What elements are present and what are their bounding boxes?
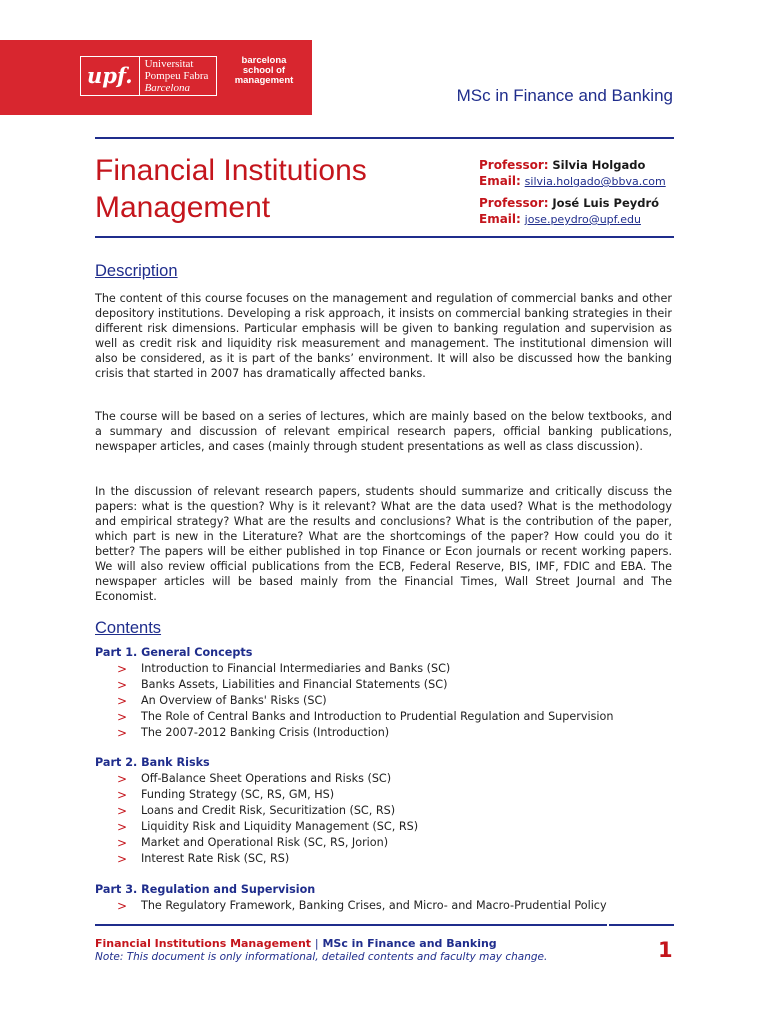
top-rule — [95, 137, 674, 139]
professor-2-email-link[interactable]: jose.peydro@upf.edu — [524, 213, 641, 226]
arrow-bullet-icon: > — [117, 662, 128, 676]
description-heading: Description — [95, 262, 178, 280]
part-1-list — [95, 661, 613, 741]
professors-block — [479, 157, 666, 228]
bsm-line-2: school of — [242, 65, 286, 76]
part-3-list — [95, 898, 607, 914]
professor-1-name: Silvia Holgado — [552, 158, 646, 172]
arrow-bullet-icon: > — [117, 836, 128, 850]
list-item: > Market and Operational Risk (SC, RS, Jorion) — [117, 836, 389, 850]
logo-line-2: Pompeu Fabra — [144, 70, 209, 82]
title-rule — [95, 236, 674, 238]
arrow-bullet-icon: > — [117, 820, 128, 834]
professor-2-email-line: Email: jose.peydro@upf.edu — [479, 212, 641, 226]
course-title-line-2: Management — [95, 191, 271, 224]
professor-1: Professor: Silvia Holgado — [479, 158, 646, 172]
arrow-bullet-icon: > — [117, 694, 128, 708]
bsm-logo — [232, 56, 296, 86]
part-2-list — [95, 771, 418, 867]
footer-program: MSc in Finance and Banking — [322, 937, 497, 950]
bsm-line-3: management — [234, 75, 294, 86]
arrow-bullet-icon: > — [117, 804, 128, 818]
list-item: > Off-Balance Sheet Operations and Risks (SC) — [117, 772, 392, 786]
part-2-title: Part 2. Bank Risks — [95, 756, 210, 769]
arrow-bullet-icon: > — [117, 726, 128, 740]
professor-1-email-line: Email: silvia.holgado@bbva.com — [479, 174, 666, 188]
part-1-title: Part 1. General Concepts — [95, 646, 253, 659]
list-item: > The 2007-2012 Banking Crisis (Introduction) — [117, 726, 390, 740]
arrow-bullet-icon: > — [117, 678, 128, 692]
list-item: > The Regulatory Framework, Banking Crises, and Micro- and Macro-Prudential Policy — [117, 899, 607, 913]
upf-logo-mark: upf. — [81, 57, 140, 95]
description-paragraph-1: The content of this course focuses on the management and regulation of commercial banks and other depository institutions. Developing a risk approach, it insists on commercial banking strategies in their different risk dimensions. Particular emphasis will be given to banking regulation and supervision as well as credit risk and liquidity risk measurement and management. The institutional dimension will also be considered, as it is part of the banks’ environment. It will also be discussed how the banking crisis that started in 2007 has dramatically affected banks. — [95, 292, 672, 380]
arrow-bullet-icon: > — [117, 899, 128, 913]
footer-course: Financial Institutions Management — [95, 937, 312, 950]
list-item: > Banks Assets, Liabilities and Financial Statements (SC) — [117, 678, 448, 692]
bsm-line-1: barcelona — [241, 55, 287, 66]
description-paragraph-3: In the discussion of relevant research papers, students should summarize and critically discuss the papers: what is the question? Why is it relevant? What are the data used? What is the methodology and empirical strategy? What are the results and conclusions? What is the contribution of the paper, which part is new in the Literature? What are the shortcomings of the paper? How could you do it better? The papers will be either published in top Finance or Econ journals or recent working papers. We will also review official publications from the ECB, Federal Reserve, BIS, IMF, FDIC and EBA. The newspaper articles will be based mainly from the Financial Times, Wall Street Journal and The Economist. — [95, 485, 672, 603]
professor-1-email-link[interactable]: silvia.holgado@bbva.com — [524, 175, 666, 188]
footer-rule-gap — [607, 924, 609, 926]
footer-rule — [95, 924, 674, 926]
part-3-title: Part 3. Regulation and Supervision — [95, 883, 316, 896]
list-item: > The Role of Central Banks and Introduction to Prudential Regulation and Supervision — [117, 710, 614, 724]
list-item: > Introduction to Financial Intermediaries and Banks (SC) — [117, 662, 451, 676]
footer-course-line: Financial Institutions Management | MSc in Finance and Banking — [95, 937, 497, 950]
logo-line-1: Universitat — [144, 58, 194, 70]
contents-heading: Contents — [95, 619, 162, 637]
list-item: > An Overview of Banks' Risks (SC) — [117, 694, 327, 708]
professor-2-name: José Luis Peydró — [552, 196, 660, 210]
upf-logo-text — [140, 58, 209, 94]
list-item: > Funding Strategy (SC, RS, GM, HS) — [117, 788, 335, 802]
logo-line-3: Barcelona — [144, 82, 190, 94]
list-item: > Liquidity Risk and Liquidity Management (SC, RS) — [117, 820, 419, 834]
arrow-bullet-icon: > — [117, 788, 128, 802]
arrow-bullet-icon: > — [117, 852, 128, 866]
page-number: 1 — [658, 938, 673, 962]
arrow-bullet-icon: > — [117, 710, 128, 724]
professor-2: Professor: José Luis Peydró — [479, 196, 660, 210]
header-band — [0, 40, 312, 115]
upf-logo — [80, 56, 217, 96]
program-title: MSc in Finance and Banking — [456, 86, 673, 105]
course-title-line-1: Financial Institutions — [95, 154, 367, 187]
list-item: > Loans and Credit Risk, Securitization (SC, RS) — [117, 804, 396, 818]
arrow-bullet-icon: > — [117, 772, 128, 786]
course-title — [95, 152, 455, 226]
footer-note: Note: This document is only informational, detailed contents and faculty may change. — [95, 951, 548, 963]
list-item: > Interest Rate Risk (SC, RS) — [117, 852, 290, 866]
description-paragraph-2: The course will be based on a series of lectures, which are mainly based on the below textbooks, and a summary and discussion of relevant empirical research papers, official banking publications, newspaper articles, and cases (mainly through student presentations as well as class discussion). — [95, 410, 672, 453]
